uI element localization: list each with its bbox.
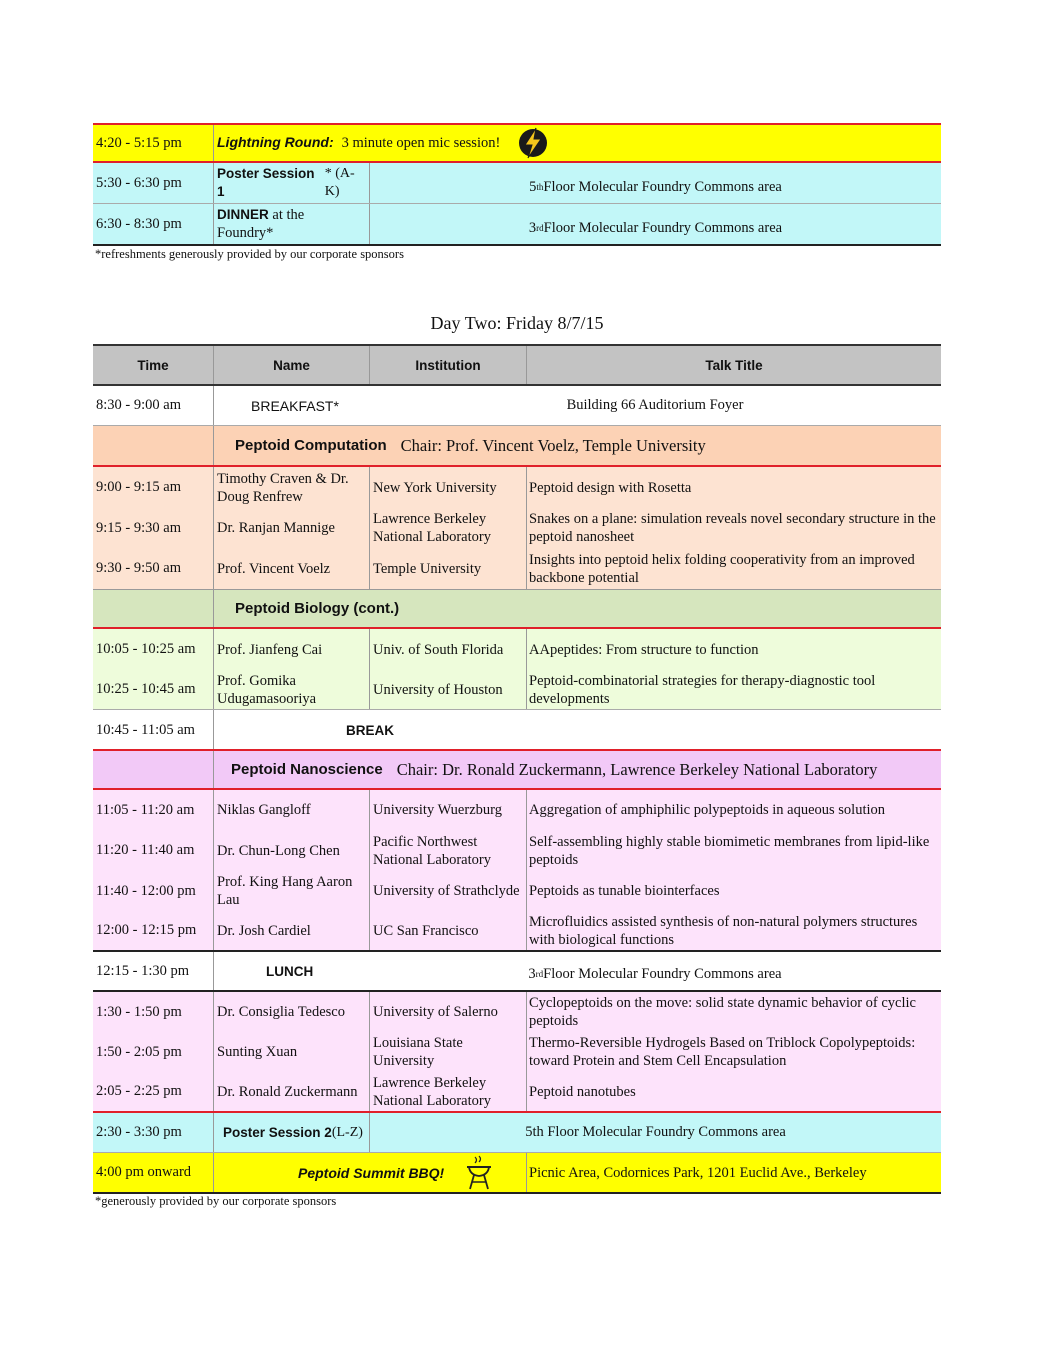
- lightning-label: Lightning Round:: [217, 134, 334, 150]
- time-cell: 9:15 - 9:30 am: [96, 519, 181, 536]
- speaker-name: Niklas Gangloff: [213, 790, 369, 830]
- institution: Temple University: [369, 548, 526, 589]
- poster-session-2-location: 5th Floor Molecular Foundry Commons area: [369, 1113, 941, 1152]
- lightning-round-row: [93, 123, 941, 163]
- talk-title: Peptoid nanotubes: [526, 1072, 941, 1111]
- institution: Lawrence Berkeley National Laboratory: [369, 508, 526, 548]
- institution: Univ. of South Florida: [369, 629, 526, 670]
- lunch-label: LUNCH: [213, 952, 369, 990]
- time-cell: 12:00 - 12:15 pm: [96, 922, 197, 938]
- breakfast-label: BREAKFAST*: [213, 386, 369, 425]
- speaker-name: Dr. Ranjan Mannige: [213, 508, 369, 548]
- speaker-name: Timothy Craven & Dr. Doug Renfrew: [213, 467, 369, 508]
- time-cell: 10:05 - 10:25 am: [96, 641, 196, 657]
- talk-title: Peptoid design with Rosetta: [526, 467, 941, 508]
- institution: University of Strathclyde: [369, 871, 526, 911]
- break-row: [93, 710, 941, 750]
- time-cell: 5:30 - 6:30 pm: [96, 174, 182, 191]
- talk-row: [93, 1072, 941, 1113]
- speaker-name: Dr. Chun-Long Chen: [213, 830, 369, 871]
- talk-row: [93, 508, 941, 548]
- institution: University of Salerno: [369, 992, 526, 1032]
- poster-session-1-row: [93, 163, 941, 204]
- talk-row: [93, 790, 941, 830]
- talk-row: [93, 548, 941, 589]
- institution: University Wuerzburg: [369, 790, 526, 830]
- institution: Pacific Northwest National Laboratory: [369, 830, 526, 871]
- talk-title: Peptoid-combinatorial strategies for therapy-diagnostic tool developments: [526, 670, 941, 709]
- poster-session-2-row: [93, 1113, 941, 1153]
- speaker-name: Dr. Ronald Zuckermann: [213, 1072, 369, 1111]
- session-title: Peptoid Biology (cont.): [235, 600, 400, 617]
- talk-title: Snakes on a plane: simulation reveals novel secondary structure in the peptoid nanosheet: [526, 508, 941, 548]
- time-cell: 11:20 - 11:40 am: [96, 842, 195, 858]
- dinner-location: 3 rd Floor Molecular Foundry Commons area: [369, 204, 941, 244]
- time-cell: 10:45 - 11:05 am: [96, 721, 195, 738]
- talk-title: Peptoids as tunable biointerfaces: [526, 871, 941, 911]
- talk-row: [93, 1032, 941, 1072]
- talk-row: [93, 670, 941, 710]
- time-cell: 2:30 - 3:30 pm: [96, 1124, 182, 1140]
- column-header-institution: Institution: [369, 346, 526, 384]
- lightning-content: [213, 125, 941, 161]
- institution: New York University: [369, 467, 526, 508]
- session-chair: Chair: Dr. Ronald Zuckermann, Lawrence Berkeley National Laboratory: [396, 759, 878, 779]
- session-title-block: [213, 426, 941, 465]
- institution: Lawrence Berkeley National Laboratory: [369, 1072, 526, 1111]
- talk-title: Self-assembling highly stable biomimetic membranes from lipid-like peptoids: [526, 830, 941, 871]
- lunch-location: 3 rd Floor Molecular Foundry Commons area: [528, 965, 782, 982]
- bbq-label: Peptoid Summit BBQ!: [298, 1164, 445, 1181]
- talk-row: [93, 830, 941, 871]
- institution: Louisiana State University: [369, 1032, 526, 1072]
- time-cell: 10:25 - 10:45 am: [96, 681, 196, 697]
- lightning-icon: [516, 126, 550, 160]
- speaker-name: Prof. Vincent Voelz: [213, 548, 369, 589]
- time-cell: 4:00 pm onward: [96, 1164, 192, 1180]
- talk-title: AApeptides: From structure to function: [526, 629, 941, 670]
- talk-title: Microfluidics assisted synthesis of non-natural polymers structures with biological functions: [526, 911, 941, 950]
- talk-row: [93, 911, 941, 952]
- session-title: Peptoid Computation: [235, 437, 387, 454]
- session-title-block: [213, 751, 941, 788]
- day-two-footnote: *generously provided by our corporate sponsors: [95, 1194, 337, 1208]
- breakfast-row: [93, 386, 941, 426]
- dinner-row: [93, 204, 941, 246]
- session-title: Peptoid Nanoscience: [231, 761, 383, 778]
- speaker-name: Dr. Josh Cardiel: [213, 911, 369, 950]
- speaker-name: Dr. Consiglia Tedesco: [213, 992, 369, 1032]
- day-one-footnote: *refreshments generously provided by our corporate sponsors: [95, 247, 404, 261]
- talk-title: Thermo-Reversible Hydrogels Based on Triblock Copolypeptoids: toward Protein and Stem Cell Encapsulation: [526, 1032, 941, 1072]
- break-label: BREAK: [213, 710, 526, 750]
- talk-title: Insights into peptoid helix folding cooperativity from an improved backbone potential: [526, 548, 941, 589]
- breakfast-location: Building 66 Auditorium Foyer: [566, 397, 744, 413]
- poster-session-1-location: 5 th Floor Molecular Foundry Commons area: [369, 163, 941, 203]
- talk-row: [93, 992, 941, 1032]
- poster-session-2-label: Poster Session 2 (L-Z): [213, 1113, 369, 1152]
- time-cell: 1:50 - 2:05 pm: [96, 1043, 182, 1060]
- session-header-computation: [93, 426, 941, 467]
- column-header-talk-title: Talk Title: [526, 346, 941, 384]
- lunch-row: [93, 952, 941, 992]
- institution: University of Houston: [369, 670, 526, 709]
- poster-session-1-label: Poster Session 1 * (A-K): [213, 163, 369, 203]
- dinner-label: DINNER at the Foundry*: [213, 204, 369, 244]
- time-cell: 1:30 - 1:50 pm: [96, 1003, 182, 1020]
- time-cell: 2:05 - 2:25 pm: [96, 1083, 182, 1099]
- speaker-name: Prof. King Hang Aaron Lau: [213, 871, 369, 911]
- time-cell: 6:30 - 8:30 pm: [96, 215, 182, 232]
- time-cell: 11:40 - 12:00 pm: [96, 882, 196, 899]
- bbq-row: [93, 1153, 941, 1194]
- bbq-location: Picnic Area, Codornices Park, 1201 Euclid Ave., Berkeley: [526, 1153, 941, 1192]
- day-two-heading: Day Two: Friday 8/7/15: [430, 313, 604, 333]
- time-cell: 9:00 - 9:15 am: [96, 479, 181, 495]
- talk-title: Aggregation of amphiphilic polypeptoids in aqueous solution: [526, 790, 941, 830]
- time-cell: 11:05 - 11:20 am: [96, 801, 195, 818]
- time-cell: 4:20 - 5:15 pm: [96, 134, 182, 151]
- session-chair: Chair: Prof. Vincent Voelz, Temple University: [400, 435, 706, 455]
- talk-row: [93, 871, 941, 911]
- session-header-biology: [93, 589, 941, 629]
- session-title-block: [213, 590, 941, 627]
- lightning-text: 3 minute open mic session!: [341, 134, 501, 151]
- institution: UC San Francisco: [369, 911, 526, 950]
- time-cell: 9:30 - 9:50 am: [96, 560, 181, 576]
- grill-icon: [466, 1155, 492, 1191]
- table-header: [93, 344, 941, 386]
- time-cell: 8:30 - 9:00 am: [96, 397, 181, 413]
- speaker-name: Prof. Jianfeng Cai: [213, 629, 369, 670]
- talk-title: Cyclopeptoids on the move: solid state dynamic behavior of cyclic peptoids: [526, 992, 941, 1032]
- talk-row: [93, 467, 941, 508]
- speaker-name: Sunting Xuan: [213, 1032, 369, 1072]
- bbq-label-cell: [213, 1153, 526, 1192]
- column-header-time: Time: [137, 357, 169, 373]
- speaker-name: Prof. Gomika Udugamasooriya: [213, 670, 369, 709]
- talk-row: [93, 629, 941, 670]
- column-header-name: Name: [213, 346, 369, 384]
- session-header-nanoscience: [93, 749, 941, 790]
- time-cell: 12:15 - 1:30 pm: [96, 962, 190, 979]
